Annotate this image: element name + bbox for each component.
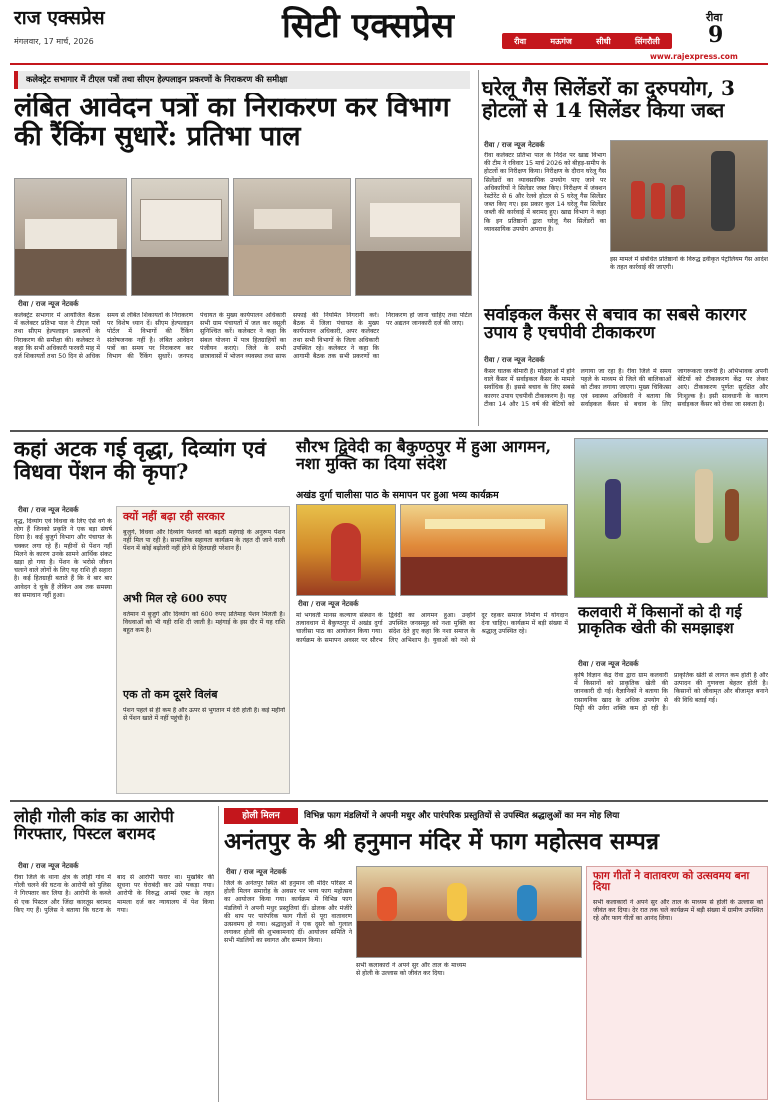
page-number: 9 (708, 22, 724, 48)
lead-photo-2 (131, 178, 229, 296)
lead-photo-1 (14, 178, 127, 296)
saurabh-headline: सौरभ द्विवेदी का बैकुण्ठपुर में हुआ आगमन, नशा मुक्ति का दिया संदेश (296, 437, 552, 474)
pension-box (116, 506, 290, 794)
lead-headline: लंबित आवेदन पत्रों का निराकरण कर विभाग की रैंकिंग सुधारें: प्रतिभा पाल (14, 93, 450, 153)
masthead (0, 0, 778, 66)
gas-divider (478, 70, 479, 426)
district-singrauli[interactable]: सिंगरौली (634, 36, 660, 46)
pension-sub1-body: वर्तमान में बुजुर्ग और दिव्यांग को 600 रुपए प्रतिमाह पेंशन मिलती है। विधवाओं को भी यही राशि दी जाती है। महंगाई के इस दौर में यह राशि बहुत कम है। (123, 611, 285, 635)
lohi-body: रीवा जिले के थाना क्षेत्र के लोही गांव में गोली चलने की घटना के आरोपी को पुलिस ने गिरफ्तार कर लिया है। आरोपी के कब्जे से एक पिस्टल और जिंदा कारतूस बरामद किए गए हैं। पुलिस ने बताया कि घटना के बाद से आरोपी फरार था। मुखबिर की सूचना पर घेराबंदी कर उसे पकड़ा गया। आरोपी के विरुद्ध आर्म्स एक्ट के तहत मामला दर्ज कर न्यायालय में पेश किया गया। (14, 874, 214, 914)
lead-photo-3 (233, 178, 351, 296)
holi-box-body: सभी कलाकारों ने अपने सुर और ताल के माध्यम से होली के उल्लास को जीवंत कर दिया। देर रात तक चले कार्यक्रम में बड़ी संख्या में ग्रामीण उपस्थित रहे और फाग गीतों का आनंद लिया। (593, 899, 763, 923)
section-title: सिटी एक्सप्रेस (282, 6, 455, 46)
gas-body: रीवा कलेक्टर प्रतिभा पाल के निर्देश पर खाद्य विभाग की टीम ने रविवार 15 मार्च 2026 को बीहड़-समीप के होटलों का निरीक्षण किया। निरीक्षण के दौरान घरेलू गैस सिलेंडरों का व्यावसायिक उपयोग पाए जाने पर अधिकारियों ने सिलेंडर जब्त किए। निरीक्षण में जंक्शन रेस्टोरेंट से 6 और रेलवे होटल से 5 घरेलू गैस सिलेंडर जब्त किए गए। इस प्रकार कुल 14 घरेलू गैस सिलेंडर जब्ती की कार्रवाई में बरामद हुए। खाद्य विभाग ने कहा कि इन प्रतिष्ठानों द्वारा घरेलू गैस सिलेंडरों का व्यावसायिक उपयोग अपराध है। (484, 152, 606, 233)
saurabh-photo-1 (296, 504, 396, 596)
gas-byline: रीवा / राज न्यूज नेटवर्क (484, 141, 545, 149)
saurabh-subhead: अखंड दुर्गा चालीसा पाठ के समापन पर हुआ भव्य कार्यक्रम (296, 490, 499, 501)
holi-headline: अनंतपुर के श्री हनुमान मंदिर में फाग महोत्सव सम्पन्न (224, 828, 659, 855)
paper-name: राज एक्सप्रेस (14, 7, 105, 29)
farm-byline: रीवा / राज न्यूज नेटवर्क (578, 660, 639, 668)
holi-photo (356, 866, 582, 958)
cancer-headline: सर्वाइकल कैंसर से बचाव का सबसे कारगर उपाय है एचपीवी टीकाकरण (484, 305, 747, 344)
lohi-headline: लोही गोली कांड का आरोपी गिरफ्तार, पिस्टल बरामद (14, 807, 174, 844)
lohi-byline: रीवा / राज न्यूज नेटवर्क (18, 862, 79, 870)
section-rule-2 (10, 800, 768, 802)
pension-sub1: अभी मिल रहे 600 रुपए (123, 592, 227, 605)
lead-photo-4 (355, 178, 472, 296)
pension-headline: कहां अटक गई वृद्धा, दिव्यांग एवं विधवा पेंशन की कृपा? (14, 436, 266, 484)
website-link[interactable]: www.rajexpress.com (650, 52, 738, 61)
district-sidhi[interactable]: सीधी (596, 36, 611, 46)
farm-photo (574, 438, 768, 598)
holi-box (586, 866, 768, 1100)
farm-body: कृषि विज्ञान केंद्र रीवा द्वारा ग्राम कलवारी में किसानों को प्राकृतिक खेती की जानकारी दी गई। वैज्ञानिकों ने बताया कि रासायनिक खाद के अधिक उपयोग से मिट्टी की उर्वरा शक्ति कम हो रही है। प्राकृतिक खेती से लागत कम होती है और उत्पादन की गुणवत्ता बेहतर होती है। किसानों को जीवामृत और बीजामृत बनाने की विधि बताई गई। (574, 672, 768, 712)
section-rule-1 (10, 430, 768, 432)
city-name: रीवा (706, 11, 723, 24)
district-mauganj[interactable]: मऊगंज (550, 36, 572, 46)
saurabh-byline: रीवा / राज न्यूज नेटवर्क (298, 600, 359, 608)
lead-kicker: कलेक्ट्रेट सभागार में टीएल पत्रों तथा सीएम हेल्पलाइन प्रकरणों के निराकरण की समीक्षा (26, 74, 288, 84)
pension-box-body: बुजुर्ग, विधवा और दिव्यांग पेंशनरों को बढ़ती महंगाई के अनुरूप पेंशन नहीं मिल पा रही है। सामाजिक सहायता कार्यक्रम के तहत दी जाने वाली पेंशन में कोई बढ़ोतरी नहीं होने से हितग्राही परेशान हैं। (123, 529, 285, 553)
holi-tag: होली मिलन (224, 808, 298, 824)
gas-photo (610, 140, 768, 252)
holi-body: जिले के अनंतपुर स्थित श्री हनुमान जी मंदिर परिसर में होली मिलन समारोह के अवसर पर भव्य फाग महोत्सव का आयोजन किया गया। कार्यक्रम में विभिन्न फाग मंडलियों ने अपनी मधुर प्रस्तुतियां दीं। ढोलक और मंजीरे की थाप पर पारंपरिक फाग गीतों से पूरा वातावरण उत्सवमय हो गया। श्रद्धालुओं ने एक दूसरे को गुलाल लगाकर होली की शुभकामनाएं दीं। आयोजन समिति ने सभी मंडलियों का स्वागत और सम्मान किया। (224, 880, 352, 945)
gas-photo-caption: इस मामले में संबंधित प्रतिष्ठानों के विरुद्ध द्रवीकृत पेट्रोलियम गैस आदेश के तहत कार्रवाई की जाएगी। (610, 256, 768, 272)
holi-byline: रीवा / राज न्यूज नेटवर्क (226, 868, 287, 876)
pension-byline: रीवा / राज न्यूज नेटवर्क (18, 506, 79, 514)
issue-date: मंगलवार, 17 मार्च, 2026 (14, 37, 94, 46)
district-bar (502, 33, 672, 49)
gas-headline: घरेलू गैस सिलेंडरों का दुरुपयोग, 3 होटलों से 14 सिलेंडर किया जब्त (482, 76, 735, 122)
lead-byline: रीवा / राज न्यूज नेटवर्क (18, 300, 79, 308)
pension-sub2-body: पेंशन पहले से ही कम है और ऊपर से भुगतान में देरी होती है। कई महीनों से पेंशन खाते में नहीं पहुंची है। (123, 707, 285, 723)
pension-body: वृद्ध, दिव्यांग एवं विधवा के लिए ऐसे वर्ग के लोग हैं जिनको प्रकृति ने एक बड़ा संघर्ष दिया है। कई बुजुर्ग विभाग और पंचायत के चक्कर लगा रहे हैं। महीनों से पेंशन नहीं मिलने के कारण उनके सामने आर्थिक संकट खड़ा हो गया है। पेंशन के भरोसे जीवन चलाने वाले लोगों के लिए यह राशि ही सहारा है। कई हितग्राही बताते हैं कि वे बार बार आवेदन दे चुके हैं लेकिन अब तक समस्या का समाधान नहीं हुआ। (14, 518, 112, 599)
masthead-rule (10, 63, 768, 65)
cancer-byline: रीवा / राज न्यूज नेटवर्क (484, 356, 545, 364)
saurabh-body: मां भगवती मानस कल्याण संस्थान के तत्वावधान में बैकुण्ठपुर में अखंड दुर्गा चालीसा पाठ का आयोजन किया गया। कार्यक्रम के समापन अवसर पर सौरभ द्विवेदी का आगमन हुआ। उन्होंने उपस्थित जनसमूह को नशा मुक्ति का संदेश देते हुए कहा कि नशा समाज के लिए अभिशाप है। युवाओं को नशे से दूर रहकर समाज निर्माण में योगदान देना चाहिए। कार्यक्रम में बड़ी संख्या में श्रद्धालु उपस्थित रहे। (296, 612, 568, 644)
pension-sub2: एक तो कम दूसरे विलंब (123, 688, 218, 701)
lohi-divider (218, 806, 219, 1102)
holi-body-more: सभी कलाकारों ने अपने सुर और ताल के माध्यम से होली के उल्लास को जीवंत कर दिया। (356, 962, 466, 978)
lead-body: कलेक्ट्रेट सभागार में आयोजित बैठक में कलेक्टर प्रतिभा पाल ने टीएल पत्रों तथा सीएम हेल्पलाइन प्रकरणों के निराकरण की समीक्षा की। कलेक्टर ने कहा कि सभी अधिकारी फरवरी माह में दर्ज शिकायतों तथा 50 दिन से अधिक समय से लंबित शिकायतों के निराकरण पर विशेष ध्यान दें। सीएम हेल्पलाइन पोर्टल में विभागों की रैंकिंग संतोषजनक नहीं है। लंबित आवेदन पत्रों का समय पर निराकरण कर विभाग की रैंकिंग सुधारें। जनपद पंचायत के मुख्य कार्यपालन अधिकारी सभी ग्राम पंचायतों में जल कर वसूली सुनिश्चित करें। कलेक्टर ने कहा कि संबल योजना में पात्र हितग्राहियों का पंजीयन कराएं। जिले के सभी छात्रावासों में भोजन व्यवस्था तथा साफ सफाई की नियमित निगरानी करें। बैठक में जिला पंचायत के मुख्य कार्यपालन अधिकारी, अपर कलेक्टर तथा सभी विभागों के जिला अधिकारी उपस्थित रहे। कलेक्टर ने कहा कि आगामी बैठक तक सभी प्रकरणों का निराकरण हो जाना चाहिए तथा पोर्टल पर अद्यतन जानकारी दर्ज की जाए। (14, 312, 472, 361)
farm-headline: कलवारी में किसानों को दी गई प्राकृतिक खेती की समझाइश (578, 603, 742, 638)
district-rewa[interactable]: रीवा (514, 36, 527, 46)
holi-box-headline: फाग गीतों ने वातावरण को उत्सवमय बना दिया (593, 870, 750, 894)
lead-kicker-bar (14, 71, 470, 89)
pension-box-headline: क्यों नहीं बढ़ा रही सरकार (123, 510, 225, 523)
saurabh-photo-2 (400, 504, 568, 596)
cancer-body: कैंसर घातक बीमारी है। महिलाओं में होने वाले कैंसर में सर्वाइकल कैंसर के मामले सर्वाधिक हैं। इससे बचाव के लिए सबसे कारगर उपाय एचपीवी टीकाकरण है। यह टीका 14 और 15 वर्ष की बेटियों को लगाया जा रहा है। रीवा जिले में समय पहले के माध्यम से जिले की बालिकाओं को टीका लगाया जाएगा। मुख्य चिकित्सा एवं स्वास्थ्य अधिकारी ने बताया कि सर्वाइकल कैंसर से बचाव के लिए जागरूकता जरूरी है। अभिभावक अपनी बेटियों को टीकाकरण केंद्र पर लेकर आएं। टीकाकरण पूर्णतः सुरक्षित और निःशुल्क है। इसी सावधानी के कारण सर्वाइकल कैंसर को रोका जा सकता है। (484, 368, 768, 408)
holi-kicker: विभिन्न फाग मंडलियों ने अपनी मधुर और पारंपरिक प्रस्तुतियों से उपस्थित श्रद्धालुओं का मन मोह लिया (304, 811, 620, 821)
